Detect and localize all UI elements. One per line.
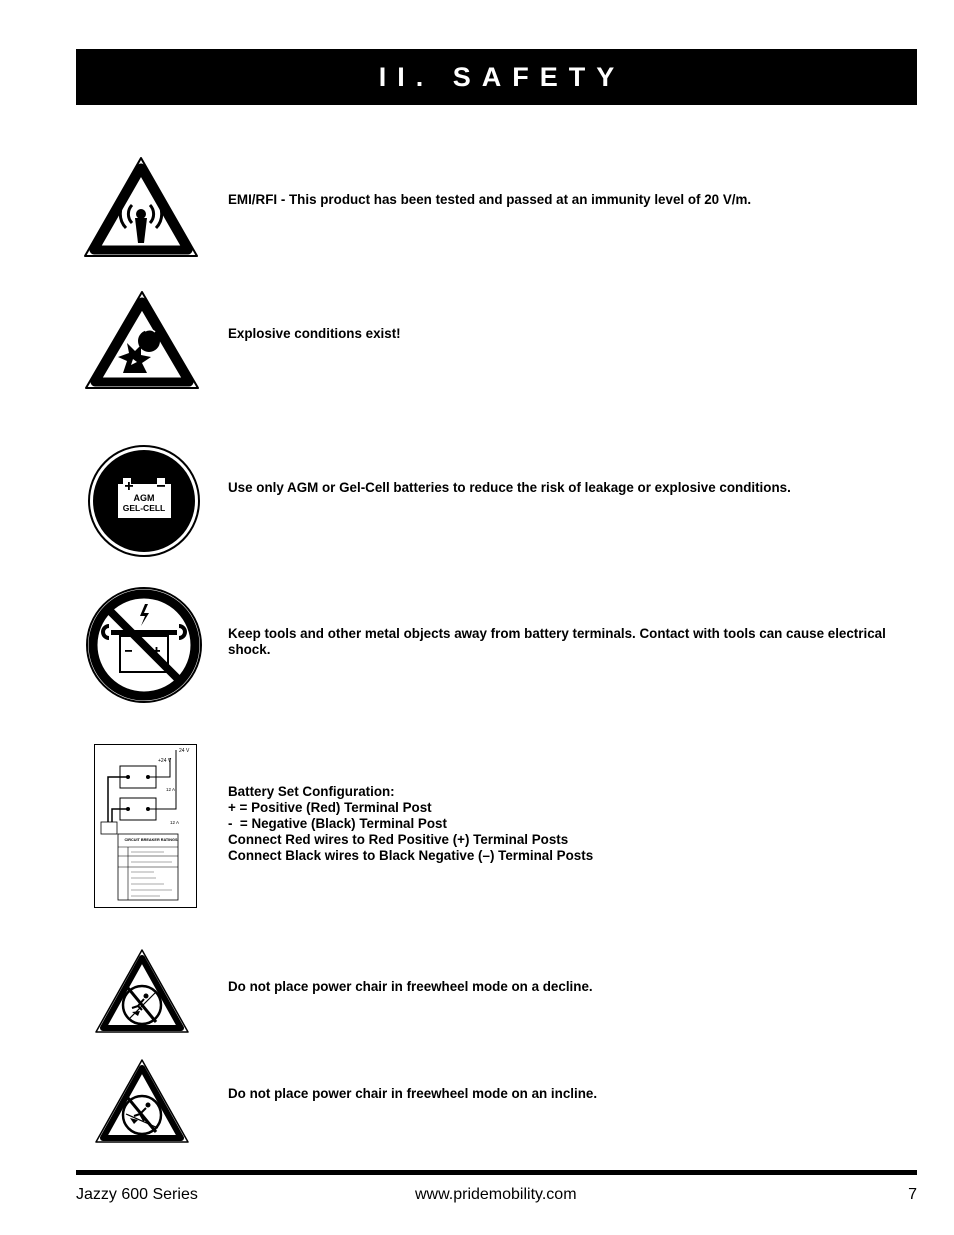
footer-product-name: Jazzy 600 Series bbox=[76, 1186, 198, 1203]
explosive-text: Explosive conditions exist! bbox=[228, 326, 401, 341]
diagram-breaker-title: CIRCUIT BREAKER RATINGS bbox=[124, 838, 178, 842]
incline-text: Do not place power chair in freewheel mode on an incline. bbox=[228, 1086, 598, 1101]
positive-terminal-line: + = Positive (Red) Terminal Post bbox=[228, 800, 432, 815]
agm-gel-cell-battery-icon bbox=[87, 444, 201, 558]
section-title: II. SAFETY bbox=[378, 61, 626, 92]
battery-configuration-diagram-icon bbox=[94, 744, 197, 908]
gel-cell-label: GEL-CELL bbox=[122, 503, 166, 513]
red-wires-line: Connect Red wires to Red Positive (+) Terminal Posts bbox=[228, 832, 569, 847]
diagram-amp-2: 12 A bbox=[170, 820, 180, 825]
footer-rule bbox=[76, 1170, 917, 1175]
decline-text: Do not place power chair in freewheel mode on a decline. bbox=[228, 979, 593, 994]
negative-terminal-line: - = Negative (Black) Terminal Post bbox=[228, 816, 447, 831]
no-freewheel-incline-icon bbox=[94, 1058, 190, 1146]
section-header-bar bbox=[76, 49, 917, 105]
battery-config-text bbox=[228, 784, 889, 864]
agm-label: AGM bbox=[133, 493, 155, 503]
black-wires-line: Connect Black wires to Black Negative (–) Terminal Posts bbox=[228, 848, 594, 863]
footer-website: www.pridemobility.com bbox=[415, 1186, 577, 1203]
diagram-voltage-top: 24 V bbox=[179, 748, 190, 754]
battery-type-text: Use only AGM or Gel-Cell batteries to reduce the risk of leakage or explosive conditions. bbox=[228, 480, 791, 495]
emi-rfi-text: EMI/RFI - This product has been tested and passed at an immunity level of 20 V/m. bbox=[228, 192, 752, 207]
emi-rfi-warning-icon bbox=[82, 155, 200, 261]
diagram-voltage-side: +24 V bbox=[158, 758, 172, 764]
no-freewheel-decline-icon bbox=[94, 948, 190, 1036]
explosion-warning-icon bbox=[83, 289, 201, 393]
tools-text: Keep tools and other metal objects away from battery terminals. Contact with tools can cause electrical shock. bbox=[228, 626, 886, 657]
battery-config-title: Battery Set Configuration: bbox=[228, 784, 395, 799]
no-tools-on-battery-icon bbox=[85, 586, 203, 704]
diagram-amp-1: 12 A bbox=[166, 787, 176, 792]
footer-page-number: 7 bbox=[908, 1186, 917, 1203]
